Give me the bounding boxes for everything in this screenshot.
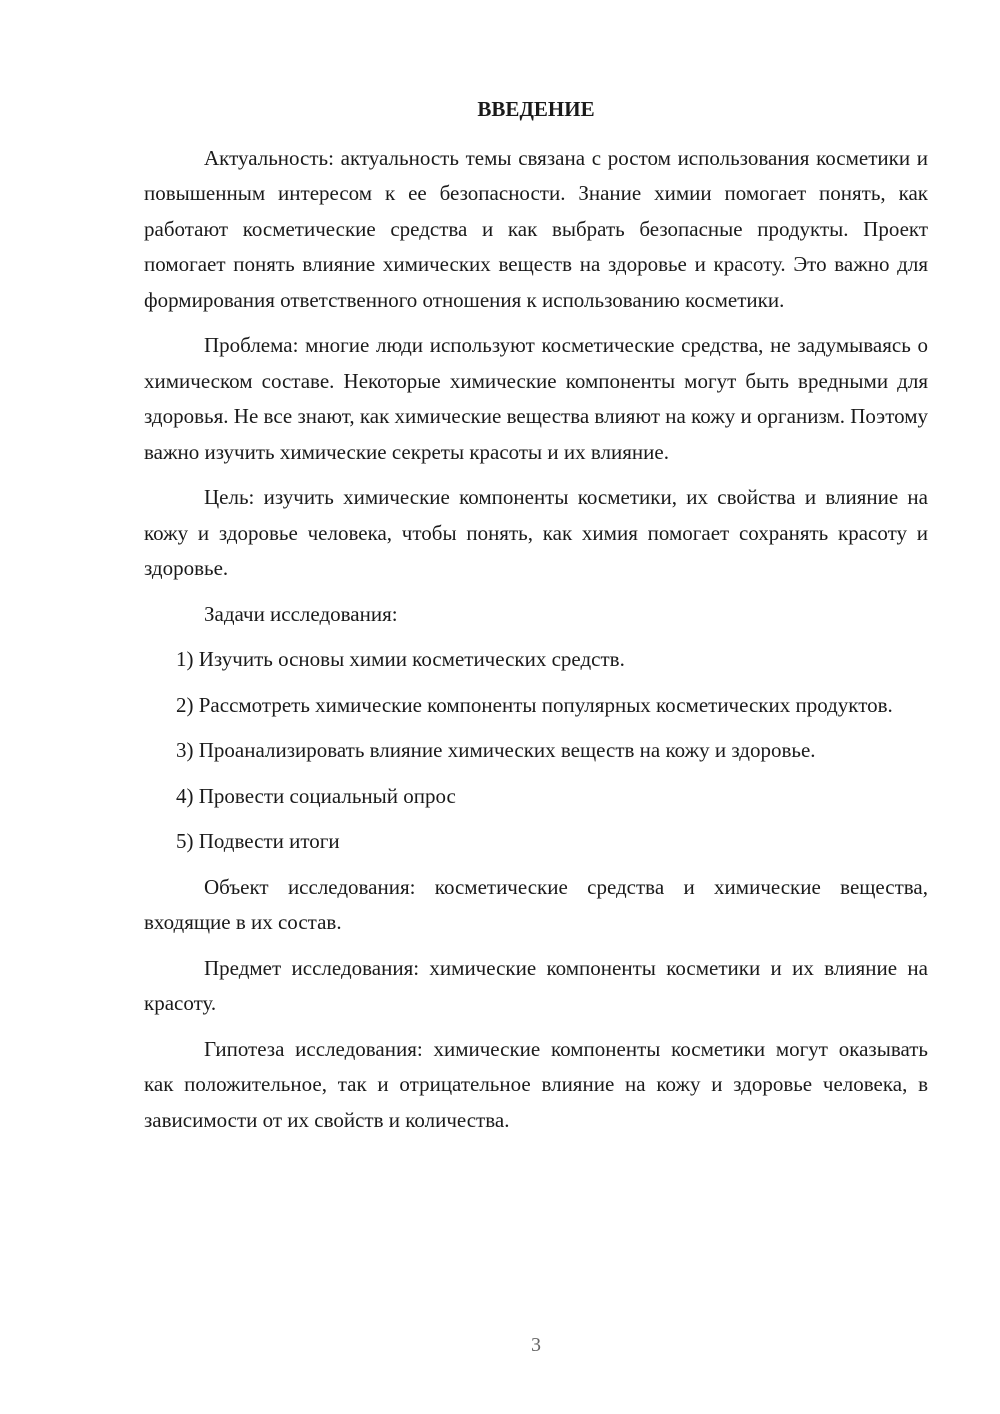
task-item-3: 3) Проанализировать влияние химических веществ на кожу и здоровье. — [176, 738, 816, 762]
subject-paragraph: Предмет исследования: химические компоненты косметики и их влияние на красоту. — [144, 955, 928, 1015]
task-item-5: 5) Подвести итоги — [176, 829, 340, 853]
page-content — [144, 92, 928, 1148]
object-paragraph: Объект исследования: косметические средства и химические вещества, входящие в их состав. — [144, 874, 928, 934]
page-title: ВВЕДЕНИЕ — [477, 97, 595, 121]
problem-paragraph: Проблема: многие люди используют косметические средства, не задумываясь о химическом составе. Некоторые химические компоненты могут быть вредными для здоровья. Не все знают, как химические вещества влияют на кожу и организм. Поэтому важно изучить химические секреты красоты и их влияние. — [144, 333, 928, 464]
relevance-paragraph: Актуальность: актуальность темы связана с ростом использования косметики и повышенным интересом к ее безопасности. Знание химии помогает понять, как работают косметические средства и как выбрать безопасные продукты. Проект помогает понять влияние химических веществ на здоровье и красоту. Это важно для формирования ответственного отношения к использованию косметики. — [144, 145, 928, 312]
tasks-intro: Задачи исследования: — [204, 601, 398, 626]
task-item-2: 2) Рассмотреть химические компоненты популярных косметических продуктов. — [176, 692, 893, 717]
task-item-4: 4) Провести социальный опрос — [176, 783, 456, 808]
task-item-1: 1) Изучить основы химии косметических средств. — [176, 647, 625, 671]
hypothesis-paragraph: Гипотеза исследования: химические компоненты косметики могут оказывать как положительное, так и отрицательное влияние на кожу и здоровье человека, в зависимости от их свойств и количества. — [144, 1036, 928, 1132]
page-number: 3 — [531, 1334, 541, 1356]
goal-paragraph: Цель: изучить химические компоненты косметики, их свойства и влияние на кожу и здоровье человека, чтобы понять, как химия помогает сохранять красоту и здоровье. — [144, 485, 928, 580]
